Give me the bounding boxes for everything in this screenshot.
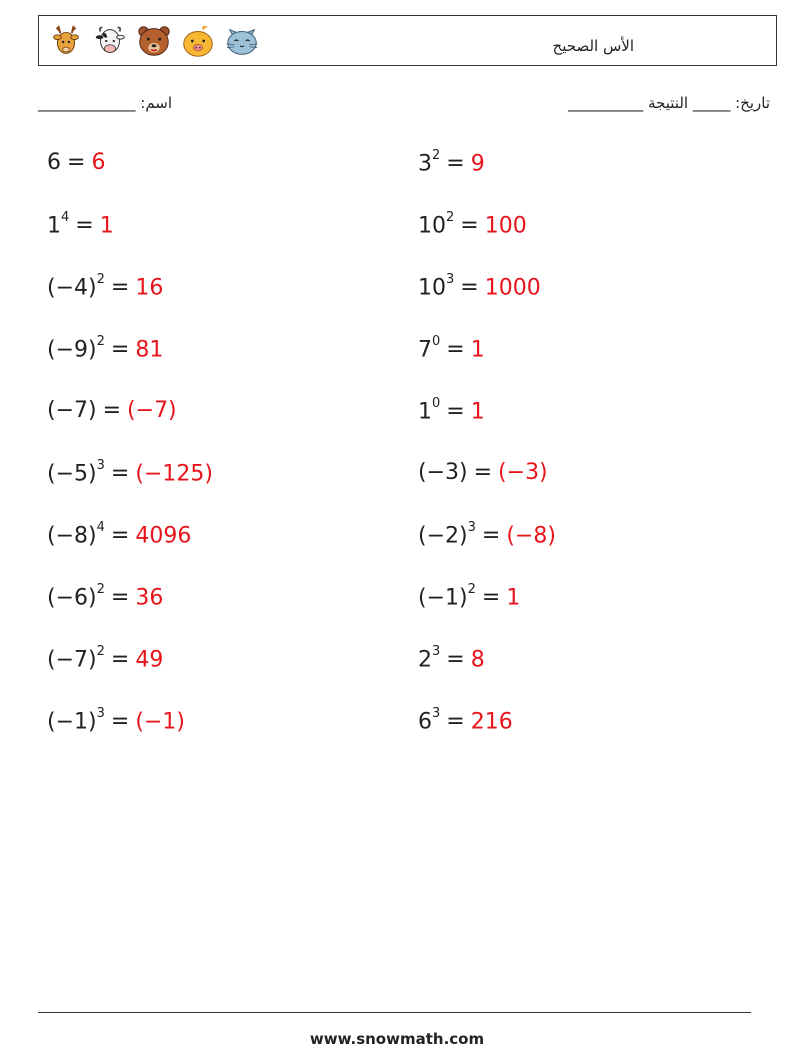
- problem-answer: 6: [91, 150, 106, 175]
- cow-icon: [91, 21, 129, 61]
- problem-exponent: 0: [432, 396, 441, 411]
- chick-icon: [179, 21, 217, 61]
- problem-base: 7: [418, 337, 432, 363]
- problem-base: 6: [47, 150, 61, 175]
- problem-item: [47, 400, 177, 422]
- problem-answer: (−3): [498, 460, 548, 485]
- problem-exponent: 2: [96, 272, 105, 287]
- bear-icon: [135, 21, 173, 61]
- problem-answer: 1: [470, 337, 485, 363]
- problem-exponent: 2: [96, 644, 105, 659]
- problem-answer: 36: [135, 585, 164, 611]
- worksheet-title: الأس الصحيح: [552, 37, 634, 55]
- problem-base: (−5): [47, 461, 97, 487]
- problem-exponent: 0: [432, 334, 441, 349]
- problem-item: [418, 706, 513, 735]
- problem-base: 2: [418, 647, 432, 673]
- problem-exponent: 2: [446, 210, 455, 225]
- equals-sign: =: [446, 399, 465, 425]
- problem-answer: 81: [135, 337, 164, 363]
- problem-base: 10: [418, 213, 446, 239]
- animal-icons: [47, 21, 261, 61]
- problem-base: (−7): [47, 398, 97, 423]
- problem-item: [418, 396, 485, 425]
- problem-base: (−3): [418, 460, 468, 485]
- equals-sign: =: [473, 460, 493, 485]
- problem-answer: 1: [470, 399, 485, 425]
- problem-base: (−6): [47, 585, 97, 611]
- problem-base: (−7): [47, 647, 97, 673]
- equals-sign: =: [446, 709, 465, 735]
- problem-answer: 8: [470, 647, 485, 673]
- problem-answer: (−7): [127, 398, 177, 423]
- equals-sign: =: [110, 523, 130, 549]
- problem-base: 3: [418, 151, 432, 177]
- equals-sign: =: [446, 647, 465, 673]
- equals-sign: =: [481, 523, 501, 549]
- date-score-field: تاريخ: _____ النتيجة __________: [568, 94, 770, 112]
- problem-base: 6: [418, 709, 432, 735]
- problem-exponent: 3: [432, 706, 441, 721]
- problem-item: [47, 334, 164, 363]
- problem-item: [418, 644, 485, 673]
- problem-exponent: 2: [96, 334, 105, 349]
- footer-divider: [38, 1012, 751, 1013]
- cat-icon: [223, 21, 261, 61]
- equals-sign: =: [446, 151, 465, 177]
- problem-item: [418, 462, 548, 484]
- problem-item: [47, 458, 213, 487]
- problem-exponent: 3: [446, 272, 455, 287]
- problem-item: [418, 582, 521, 611]
- equals-sign: =: [460, 213, 479, 239]
- problem-item: [47, 644, 164, 673]
- problem-item: [47, 152, 105, 174]
- problem-answer: 16: [135, 275, 164, 301]
- footer-url: www.snowmath.com: [309, 1030, 485, 1048]
- problem-item: [47, 210, 114, 239]
- problem-exponent: 3: [96, 458, 105, 473]
- problem-item: [418, 334, 485, 363]
- problem-base: (−9): [47, 337, 97, 363]
- problem-base: 10: [418, 275, 446, 301]
- equals-sign: =: [110, 647, 130, 673]
- problem-exponent: 4: [96, 520, 105, 535]
- worksheet-header: [38, 15, 777, 66]
- problem-exponent: 3: [96, 706, 105, 721]
- problem-answer: 9: [470, 151, 485, 177]
- problem-answer: 1000: [484, 275, 541, 301]
- problem-item: [47, 582, 164, 611]
- problem-base: (−1): [47, 709, 97, 735]
- problem-exponent: 4: [61, 210, 70, 225]
- problem-answer: (−1): [135, 709, 185, 735]
- problem-item: [418, 520, 556, 549]
- problem-item: [47, 706, 185, 735]
- equals-sign: =: [110, 585, 130, 611]
- problem-exponent: 2: [467, 582, 476, 597]
- equals-sign: =: [460, 275, 479, 301]
- problem-base: (−2): [418, 523, 468, 549]
- problem-item: [418, 272, 541, 301]
- equals-sign: =: [110, 275, 130, 301]
- problem-item: [47, 272, 164, 301]
- name-field: اسم: _____________: [38, 94, 173, 112]
- problem-base: 1: [418, 399, 432, 425]
- problem-answer: (−125): [135, 461, 213, 487]
- problem-exponent: 2: [96, 582, 105, 597]
- problem-answer: 1: [99, 213, 114, 239]
- deer-icon: [47, 21, 85, 61]
- problem-exponent: 2: [432, 148, 441, 163]
- problem-base: (−4): [47, 275, 97, 301]
- equals-sign: =: [75, 213, 94, 239]
- problem-answer: 216: [470, 709, 513, 735]
- problem-answer: 49: [135, 647, 164, 673]
- problem-answer: 4096: [135, 523, 192, 549]
- problem-item: [418, 210, 527, 239]
- problem-answer: (−8): [506, 523, 556, 549]
- problem-base: (−1): [418, 585, 468, 611]
- problem-item: [418, 148, 485, 177]
- problem-exponent: 3: [467, 520, 476, 535]
- problem-answer: 1: [506, 585, 521, 611]
- problem-base: (−8): [47, 523, 97, 549]
- equals-sign: =: [110, 461, 130, 487]
- equals-sign: =: [102, 398, 122, 423]
- equals-sign: =: [110, 709, 130, 735]
- problem-exponent: 3: [432, 644, 441, 659]
- equals-sign: =: [446, 337, 465, 363]
- problem-base: 1: [47, 213, 61, 239]
- problem-item: [47, 520, 192, 549]
- equals-sign: =: [481, 585, 501, 611]
- equals-sign: =: [67, 150, 86, 175]
- equals-sign: =: [110, 337, 130, 363]
- problem-answer: 100: [484, 213, 527, 239]
